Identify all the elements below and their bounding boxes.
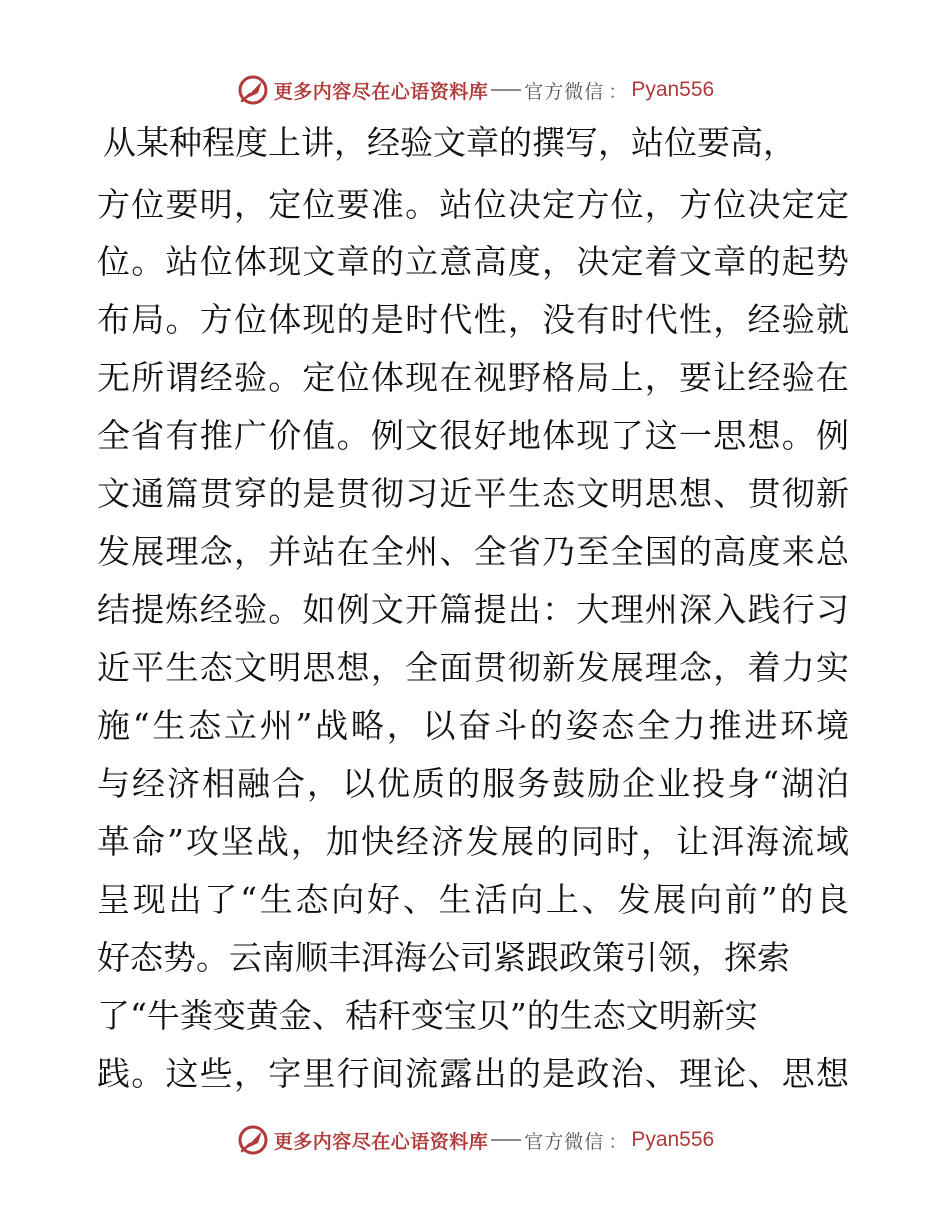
banner-wechat-id: Pyan556	[631, 78, 715, 101]
text-line: 方位要明，定位要准。站位决定方位，方位决定定	[97, 185, 849, 224]
banner-colon: ：	[608, 1130, 628, 1153]
banner-dash	[491, 1139, 521, 1141]
text-line: 践。这些，字里行间流露出的是政治、理论、思想	[97, 1054, 849, 1093]
text-line: 施“生态立州”战略，以奋斗的姿态全力推进环境	[97, 706, 849, 745]
text-line: 布局。方位体现的是时代性，没有时代性，经验就	[97, 300, 849, 339]
quill-logo-icon	[236, 1123, 270, 1157]
text-line: 无所谓经验。定位体现在视野格局上，要让经验在	[97, 358, 849, 397]
text-line: 呈现出了“生态向好、生活向上、发展向前”的良	[97, 880, 849, 919]
text-line: 文通篇贯穿的是贯彻习近平生态文明思想、贯彻新	[97, 474, 849, 513]
banner-colon: ：	[608, 80, 628, 103]
text-line: 与经济相融合，以优质的服务鼓励企业投身“湖泊	[97, 764, 849, 803]
header-banner	[0, 70, 950, 110]
banner-main-text: 更多内容尽在心语资料库	[273, 80, 489, 103]
banner-dash	[491, 89, 521, 91]
banner-wechat-label: 官方微信	[524, 1130, 605, 1153]
text-line: 全省有推广价值。例文很好地体现了这一思想。例	[97, 416, 849, 455]
quill-logo-icon	[236, 73, 270, 107]
banner-wechat-id: Pyan556	[631, 1128, 715, 1151]
text-line: 结提炼经验。如例文开篇提出：大理州深入践行习	[97, 590, 849, 629]
text-line: 了“牛粪变黄金、秸秆变宝贝”的生态文明新实	[97, 996, 758, 1035]
text-line: 革命”攻坚战，加快经济发展的同时，让洱海流域	[97, 822, 849, 861]
banner-wechat-label: 官方微信	[524, 80, 605, 103]
text-line: 发展理念，并站在全州、全省乃至全国的高度来总	[97, 532, 849, 571]
text-line: 位。站位体现文章的立意高度，决定着文章的起势	[97, 242, 849, 281]
text-line: 从某种程度上讲，经验文章的撰写，站位要高，	[103, 123, 796, 162]
banner-main-text: 更多内容尽在心语资料库	[273, 1130, 489, 1153]
text-line: 近平生态文明思想，全面贯彻新发展理念，着力实	[97, 648, 849, 687]
text-line: 好态势。云南顺丰洱海公司紧跟政策引领，探索	[97, 938, 790, 977]
footer-banner	[0, 1120, 950, 1160]
